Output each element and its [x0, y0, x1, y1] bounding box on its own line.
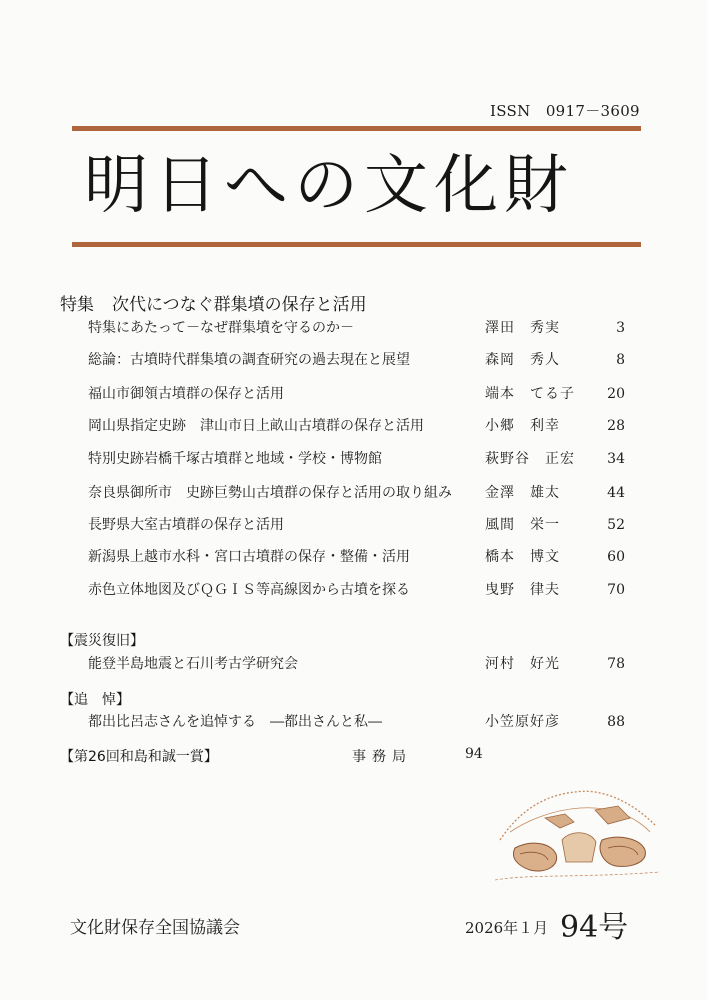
article-title: 特集にあたって－なぜ群集墳を守るのか－: [88, 320, 354, 336]
award-page: 94: [465, 746, 483, 762]
toc-row[interactable]: [0, 578, 707, 602]
section-heading-memorial: 【追 悼】: [60, 692, 130, 708]
toc-row[interactable]: [0, 710, 707, 734]
feature-label: 特集: [60, 295, 94, 315]
article-author: 澤田 秀実: [485, 320, 560, 336]
toc-row[interactable]: [0, 481, 707, 505]
toc-row[interactable]: [0, 513, 707, 537]
toc-row[interactable]: [0, 652, 707, 676]
journal-title: 明日への文化財: [84, 149, 574, 223]
article-author: 曳野 律夫: [485, 582, 560, 598]
feature-theme: 次代につなぐ群集墳の保存と活用: [112, 295, 367, 315]
article-title: 福山市御領古墳群の保存と活用: [88, 386, 284, 402]
article-page: 52: [607, 517, 625, 533]
article-author: 金澤 雄太: [485, 485, 560, 501]
article-author: 小郷 利幸: [485, 418, 560, 434]
article-page: 20: [607, 386, 625, 402]
article-page: 28: [607, 418, 625, 434]
toc-row[interactable]: [0, 545, 707, 569]
article-page: 3: [616, 320, 625, 336]
article-author: 端本 てる子: [485, 386, 575, 402]
section-heading-award: 【第26回和島和誠一賞】: [60, 749, 218, 765]
article-title: 赤色立体地図及びＱＧＩＳ等高線図から古墳を探る: [88, 582, 410, 598]
article-author: 小笠原好彦: [485, 714, 560, 730]
award-author: 事務局: [352, 749, 412, 765]
issn: ISSN 0917－3609: [490, 102, 640, 120]
article-title: 長野県大室古墳群の保存と活用: [88, 517, 284, 533]
section-heading-disaster: 【震災復旧】: [60, 633, 144, 649]
article-author: 河村 好光: [485, 656, 560, 672]
toc-row[interactable]: [0, 414, 707, 438]
toc-row[interactable]: [0, 382, 707, 406]
title-rule-top: [72, 126, 641, 131]
article-title: 新潟県上越市水科・宮口古墳群の保存・整備・活用: [88, 549, 410, 565]
article-author: 橋本 博文: [485, 549, 560, 565]
tomb-illustration: [490, 770, 665, 900]
feature-heading: [60, 290, 367, 315]
article-page: 88: [607, 714, 625, 730]
article-page: 8: [616, 352, 625, 368]
article-title: 特別史跡岩橋千塚古墳群と地域・学校・博物館: [88, 451, 382, 467]
article-title: 奈良県御所市 史跡巨勢山古墳群の保存と活用の取り組み: [88, 485, 452, 501]
article-title: 総論：古墳時代群集墳の調査研究の過去現在と展望: [88, 352, 410, 368]
article-page: 70: [607, 582, 625, 598]
article-page: 60: [607, 549, 625, 565]
article-page: 78: [607, 656, 625, 672]
title-rule-bottom: [72, 242, 641, 247]
toc-row[interactable]: [0, 447, 707, 471]
issue-date: 2026年１月: [465, 919, 549, 937]
article-page: 34: [607, 451, 625, 467]
publisher: 文化財保存全国協議会: [70, 918, 240, 938]
article-author: 風間 栄一: [485, 517, 560, 533]
toc-row[interactable]: [0, 316, 707, 340]
article-title: 能登半島地震と石川考古学研究会: [88, 656, 298, 672]
toc-row[interactable]: [0, 348, 707, 372]
article-title: 都出比呂志さんを追悼する ―都出さんと私―: [88, 714, 382, 730]
article-title: 岡山県指定史跡 津山市日上畝山古墳群の保存と活用: [88, 418, 424, 434]
issue-number: 94号: [560, 910, 629, 945]
article-author: 萩野谷 正宏: [485, 451, 575, 467]
article-page: 44: [607, 485, 625, 501]
article-author: 森岡 秀人: [485, 352, 560, 368]
